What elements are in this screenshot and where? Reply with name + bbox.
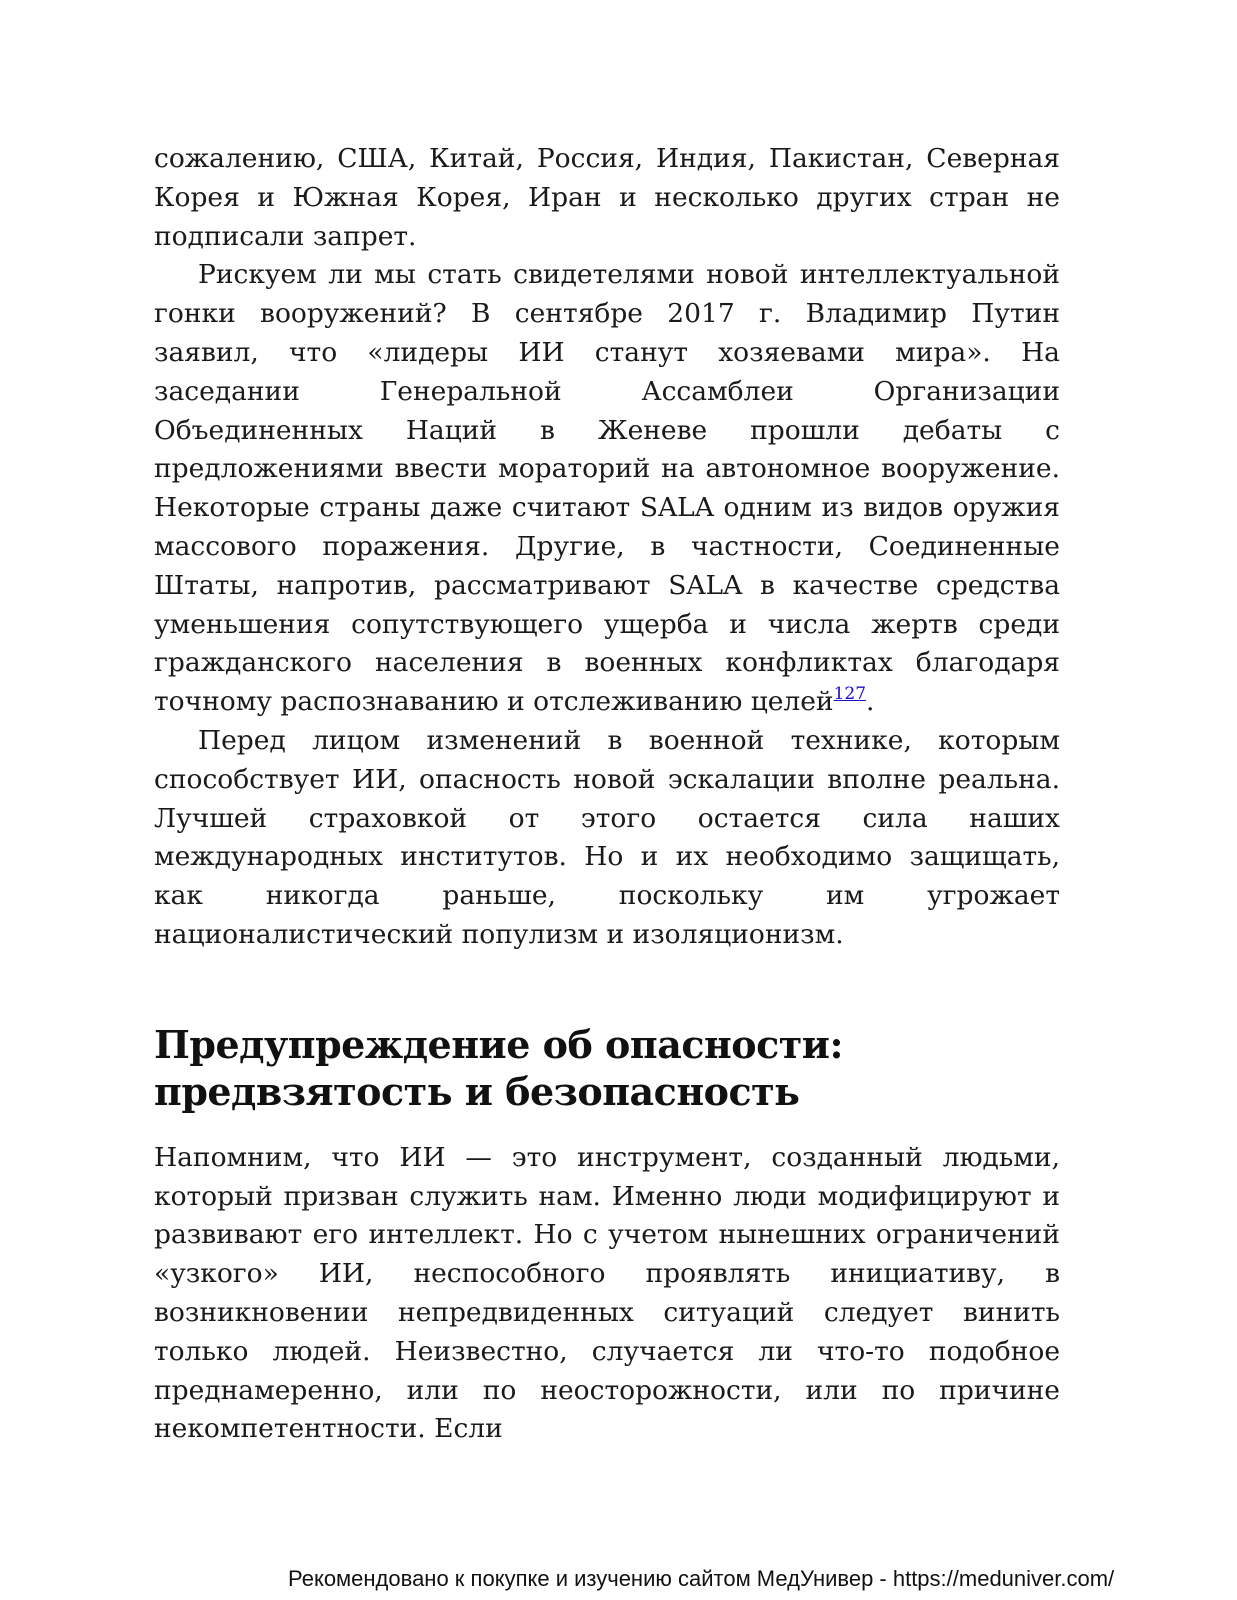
paragraph-2-end: . bbox=[866, 686, 875, 718]
footer-recommendation: Рекомендовано к покупке и изучению сайтом МедУнивер - https://meduniver.com/ bbox=[288, 1566, 1115, 1591]
section-heading bbox=[154, 1021, 1060, 1115]
paragraph-1: сожалению, США, Китай, Россия, Индия, Пакистан, Северная Корея и Южная Корея, Иран и несколько других стран не подписали запрет. bbox=[154, 143, 1060, 252]
paragraph-3: Перед лицом изменений в военной технике, которым способствует ИИ, опасность новой эскалации вполне реальна. Лучшей страховкой от этого остается сила наших международных институтов. Но и их необходимо защищать, как никогда раньше, поскольку им угрожает националистический популизм и изоляционизм. bbox=[154, 724, 1060, 950]
section-heading-line-1: Предупреждение об опасности: bbox=[154, 1021, 844, 1067]
page-content bbox=[154, 140, 1060, 1449]
footnote-link-127[interactable]: 127 bbox=[833, 684, 867, 705]
paragraph-2-text: Рискуем ли мы стать свидетелями новой интеллектуальной гонки вооружений? В сентябре 2017 г. Владимир Путин заявил, что «лидеры ИИ станут хозяевами мира». На заседании Генеральной Ассамблеи Организации Объединенных Наций в Женеве прошли дебаты с предложениями ввести мораторий на автономное вооружение. Некоторые страны даже считают SALA одним из видов оружия массового поражения. Другие, в частности, Соединенные Штаты, напротив, рассматривают SALA в качестве средства уменьшения сопутствующего ущерба и числа жертв среди гражданского населения в военных конфликтах благодаря точному распознаванию и отслеживанию целей bbox=[154, 259, 1060, 718]
section-heading-line-2: предвзятость и безопасность bbox=[154, 1068, 800, 1114]
paragraph-2 bbox=[154, 256, 1060, 722]
paragraph-4: Напомним, что ИИ — это инструмент, созданный людьми, который призван служить нам. Именно люди модифицируют и развивают его интеллект. Но с учетом нынешних ограничений «узкого» ИИ, неспособного проявлять инициативу, в возникновении непредвиденных ситуаций следует винить только людей. Неизвестно, случается ли что-то подобное преднамеренно, или по неосторожности, или по причине некомпетентности. Если bbox=[154, 1141, 1060, 1445]
